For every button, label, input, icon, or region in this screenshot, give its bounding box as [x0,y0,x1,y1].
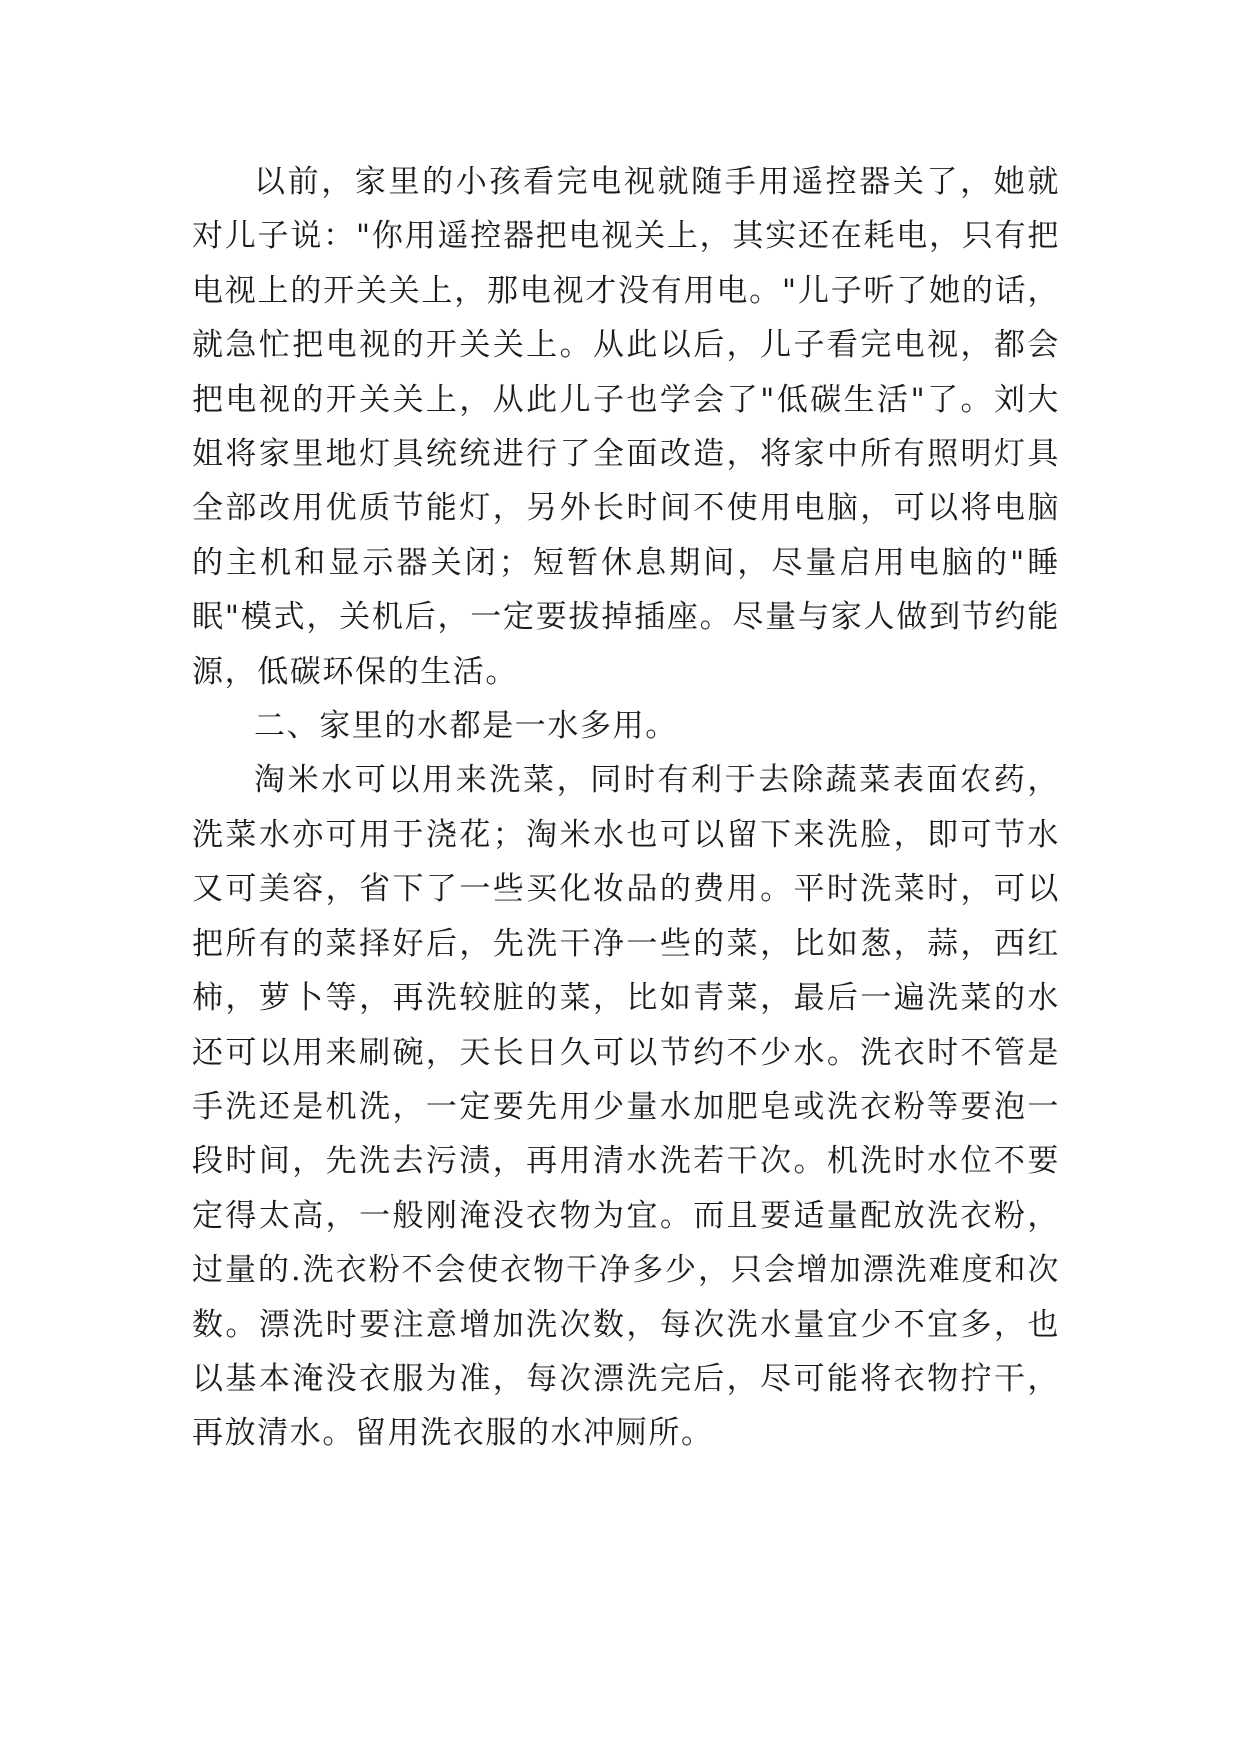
document-page [192,155,1060,1461]
section-heading-water-reuse: 二、家里的水都是一水多用。 [254,708,678,745]
paragraph-water-saving: 淘米水可以用来洗菜，同时有利于去除蔬菜表面农药，洗菜水亦可用于浇花；淘米水也可以留下来洗脸，即可节水又可美容，省下了一些买化妆品的费用。平时洗菜时，可以把所有的菜择好后，先洗干净一些的菜，比如葱，蒜，西红柿，萝卜等，再洗较脏的菜，比如青菜，最后一遍洗菜的水还可以用来刷碗，天长日久可以节约不少水。洗衣时不管是手洗还是机洗，一定要先用少量水加肥皂或洗衣粉等要泡一段时间，先洗去污渍，再用清水洗若干次。机洗时水位不要定得太高，一般刚淹没衣物为宜。而且要适量配放洗衣粉，过量的.洗衣粉不会使衣物干净多少，只会增加漂洗难度和次数。漂洗时要注意增加洗次数，每次洗水量宜少不宜多，也以基本淹没衣服为准，每次漂洗完后，尽可能将衣物拧干，再放清水。留用洗衣服的水冲厕所。 [192,762,1060,1452]
paragraph-low-carbon-electricity: 以前，家里的小孩看完电视就随手用遥控器关了，她就对儿子说："你用遥控器把电视关上，其实还在耗电，只有把电视上的开关关上，那电视才没有用电。"儿子听了她的话，就急忙把电视的开关关上。从此以后，儿子看完电视，都会把电视的开关关上，从此儿子也学会了"低碳生活"了。刘大姐将家里地灯具统统进行了全面改造，将家中所有照明灯具全部改用优质节能灯，另外长时间不使用电脑，可以将电脑的主机和显示器关闭；短暂休息期间，尽量启用电脑的"睡眠"模式，关机后，一定要拔掉插座。尽量与家人做到节约能源，低碳环保的生活。 [192,164,1060,690]
